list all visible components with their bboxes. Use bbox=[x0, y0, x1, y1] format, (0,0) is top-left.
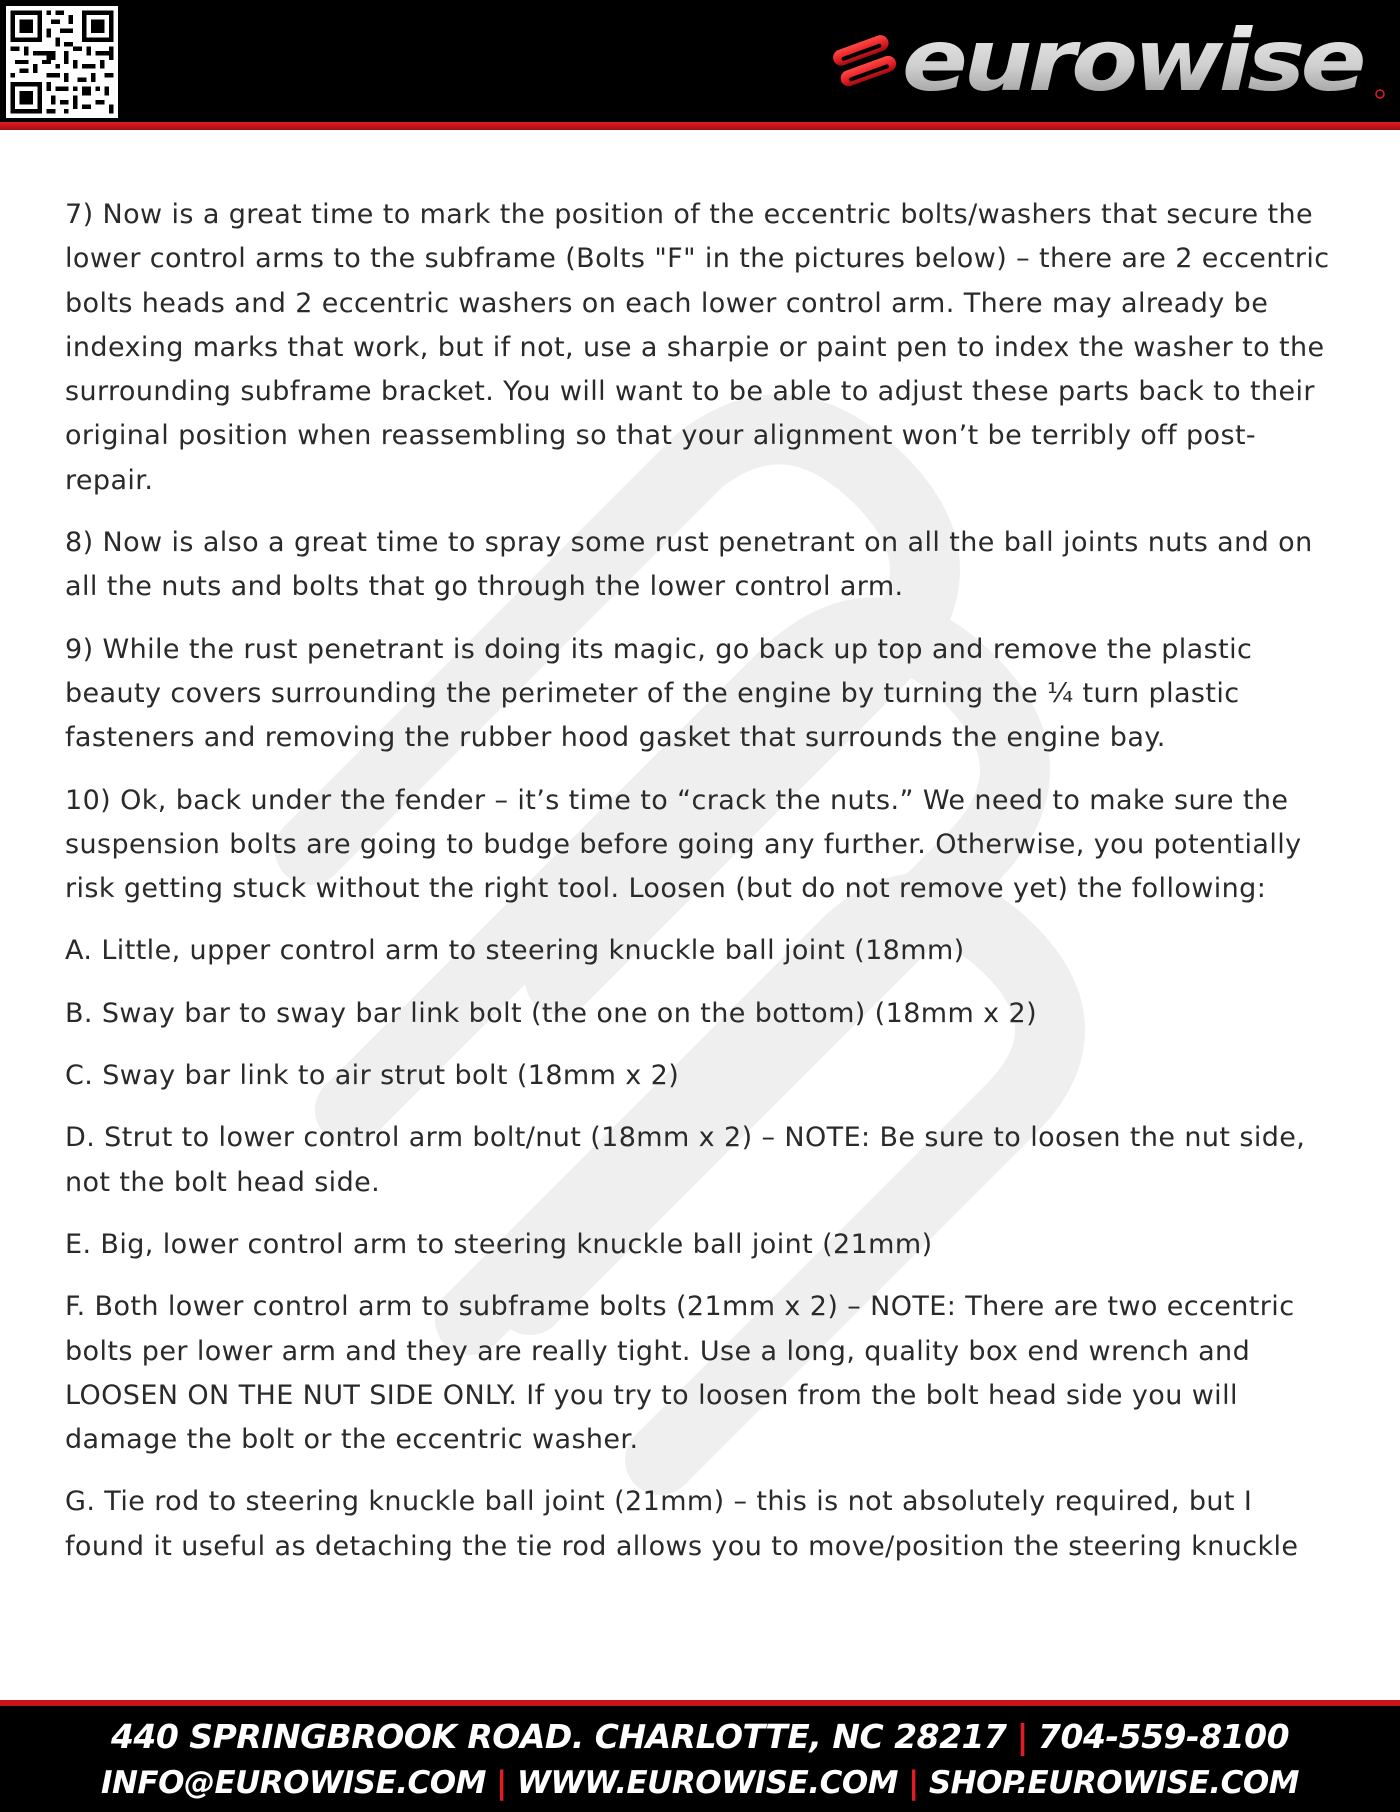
step-10-paragraph: 10) Ok, back under the fender – it’s time to “crack the nuts.” We need to make sure the suspension bolts are going to budge before going any further. Otherwise, you potentially risk getting stuck without the right tool. Loosen (but do not remove yet) the following: bbox=[65, 784, 1302, 905]
footer-address: 440 SPRINGBROOK ROAD. CHARLOTTE, NC 28217 bbox=[110, 1717, 1007, 1756]
list-item-e: E. Big, lower control arm to steering knuckle ball joint (21mm) bbox=[65, 1228, 933, 1260]
list-item-d: D. Strut to lower control arm bolt/nut (18mm x 2) – NOTE: Be sure to loosen the nut side, not the bolt head side. bbox=[65, 1122, 1306, 1198]
header-divider bbox=[0, 122, 1400, 130]
instructions-body bbox=[65, 193, 1335, 1587]
list-item-f: F. Both lower control arm to subframe bolts (21mm x 2) – NOTE: There are two eccentric bolts per lower arm and they are really tight. Use a long, quality box end wrench and LOOSEN ON THE NUT SIDE ONLY. If you try to loosen from the bolt head side you will damage the bolt or the eccentric washer. bbox=[65, 1291, 1295, 1456]
footer-website-link[interactable]: WWW.EUROWISE.COM bbox=[516, 1765, 899, 1801]
eurowise-logo[interactable] bbox=[830, 14, 1386, 110]
footer-separator: | bbox=[1016, 1717, 1029, 1756]
footer-shop-link[interactable]: SHOP.EUROWISE.COM bbox=[928, 1765, 1300, 1801]
footer-phone-link[interactable]: 704-559-8100 bbox=[1038, 1717, 1290, 1756]
logo-wordmark: eurowise bbox=[902, 14, 1364, 110]
step-8-paragraph: 8) Now is also a great time to spray some rust penetrant on all the ball joints nuts and on all the nuts and bolts that go through the lower control arm. bbox=[65, 527, 1313, 603]
page-header bbox=[0, 0, 1400, 122]
footer-separator: | bbox=[496, 1765, 507, 1801]
list-item-c: C. Sway bar link to air strut bolt (18mm x 2) bbox=[65, 1060, 680, 1092]
eurowise-emblem-icon bbox=[831, 33, 898, 89]
footer-address-line bbox=[0, 1706, 1400, 1760]
footer-contact-line bbox=[0, 1760, 1400, 1806]
step-9-paragraph: 9) While the rust penetrant is doing its magic, go back up top and remove the plastic beauty covers surrounding the perimeter of the engine by turning the ¼ turn plastic fasteners and removing the rubber hood gasket that surrounds the engine bay. bbox=[65, 633, 1253, 754]
qr-code-icon[interactable] bbox=[6, 6, 118, 118]
list-item-g: G. Tie rod to steering knuckle ball joint (21mm) – this is not absolutely required, but I found it useful as detaching the tie rod allows you to move/position the steering knuckle bbox=[65, 1486, 1299, 1562]
footer-separator: | bbox=[908, 1765, 919, 1801]
page-footer bbox=[0, 1706, 1400, 1812]
step-7-paragraph: 7) Now is a great time to mark the position of the eccentric bolts/washers that secure the lower control arms to the subframe (Bolts "F" in the pictures below) – there are 2 eccentric bolts heads and 2 eccentric washers on each lower control arm. There may already be indexing marks that work, but if not, use a sharpie or paint pen to index the washer to the surrounding subframe bracket. You will want to be able to adjust these parts back to their original position when reassembling so that your alignment won’t be terribly off post-repair. bbox=[65, 199, 1330, 496]
footer-email-link[interactable]: INFO@EUROWISE.COM bbox=[100, 1765, 486, 1801]
list-item-a: A. Little, upper control arm to steering knuckle ball joint (18mm) bbox=[65, 935, 965, 967]
list-item-b: B. Sway bar to sway bar link bolt (the one on the bottom) (18mm x 2) bbox=[65, 997, 1038, 1029]
